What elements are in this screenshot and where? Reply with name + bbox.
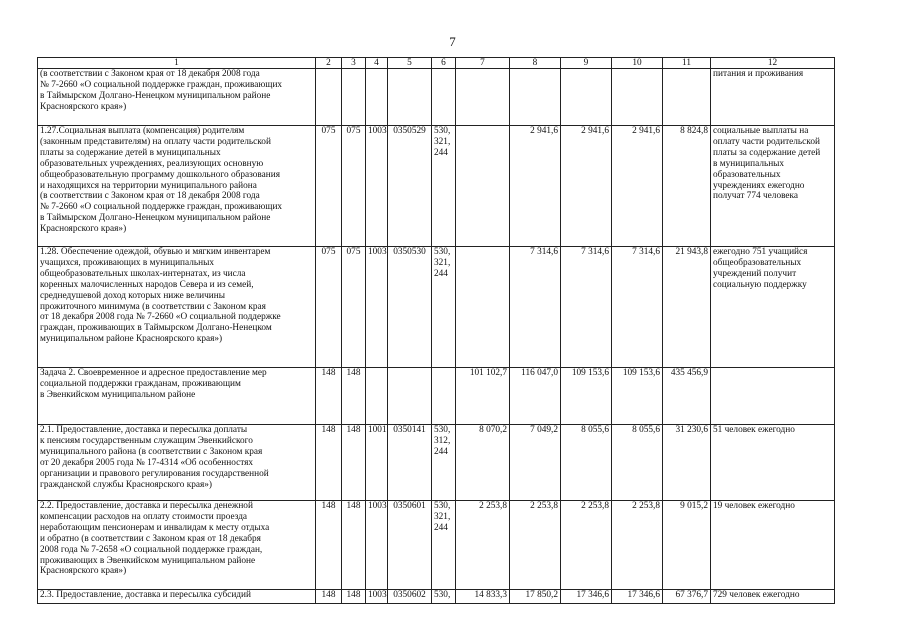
cell-col-2: 148 <box>316 425 342 501</box>
table-row <box>38 69 835 126</box>
cell-col-12 <box>711 368 835 425</box>
cell-col-11: 67 376,7 <box>663 590 711 604</box>
cell-col-7 <box>456 247 510 368</box>
cell-col-4: 1003 <box>366 590 388 604</box>
cell-col-6 <box>432 501 456 590</box>
cell-text-line: 312, <box>434 435 451 446</box>
cell-col-10: 7 314,6 <box>612 247 663 368</box>
cell-col-7: 2 253,8 <box>456 501 510 590</box>
cell-col-1 <box>38 368 316 425</box>
cell-text-line: 530, <box>434 247 451 257</box>
cell-col-12 <box>711 247 835 368</box>
table-row <box>38 590 835 604</box>
cell-col-6 <box>432 247 456 368</box>
cell-text-line: 1.27.Социальная выплата (компенсация) родителям <box>40 126 245 136</box>
cell-col-6 <box>432 69 456 126</box>
cell-text-line: граждан, проживающих в Таймырском Долгано-Ненецком <box>40 323 272 334</box>
cell-col-3: 148 <box>342 501 366 590</box>
cell-text-line: оплату части родительской <box>713 136 820 147</box>
cell-text-line: 2.1. Предоставление, доставка и пересылка доплаты <box>40 425 248 435</box>
cell-text-line: № 7-2660 «О социальной поддержке граждан, проживающих <box>40 79 283 90</box>
cell-text-line: и находящихся на территории муниципального района <box>40 180 257 191</box>
cell-col-8: 116 047,0 <box>510 368 561 425</box>
cell-col-5: 0350141 <box>388 425 432 501</box>
cell-text-line: Задача 2. Своевременное и адресное предоставление мер <box>40 368 267 378</box>
cell-text-line: 2.3. Предоставление, доставка и пересылка субсидий <box>40 590 251 600</box>
cell-col-4: 1003 <box>366 126 388 247</box>
column-header-5: 5 <box>388 58 432 69</box>
cell-text-line: Красноярского края») <box>40 101 127 112</box>
cell-col-1 <box>38 425 316 501</box>
cell-text-line: компенсации расходов на оплату стоимости проезда <box>40 511 248 522</box>
cell-text-line: к пенсиям государственным служащим Эвенкийского <box>40 435 253 446</box>
cell-col-9: 7 314,6 <box>561 247 612 368</box>
cell-col-9: 2 941,6 <box>561 126 612 247</box>
cell-col-4: 1003 <box>366 247 388 368</box>
cell-col-5 <box>388 69 432 126</box>
column-header-4: 4 <box>366 58 388 69</box>
cell-col-5: 0350602 <box>388 590 432 604</box>
cell-text-line: 729 человек ежегодно <box>713 590 800 600</box>
cell-text-line: Красноярского края») <box>40 224 127 235</box>
cell-col-11: 8 824,8 <box>663 126 711 247</box>
cell-col-2: 148 <box>316 590 342 604</box>
table-row <box>38 247 835 368</box>
cell-text-line: 19 человек ежегодно <box>713 501 795 511</box>
table-row <box>38 368 835 425</box>
cell-text-line: общеобразовательных <box>713 257 802 268</box>
cell-col-12 <box>711 501 835 590</box>
column-header-7: 7 <box>456 58 510 69</box>
column-header-9: 9 <box>561 58 612 69</box>
cell-text-line: образовательных <box>713 169 781 180</box>
cell-col-7: 8 070,2 <box>456 425 510 501</box>
cell-text-line: (в соответствии с Законом края от 18 декабря 2008 года <box>40 69 260 79</box>
cell-text-line: общеобразовательную программу дошкольного образования <box>40 169 281 180</box>
cell-text-line: социальные выплаты на <box>713 126 809 136</box>
cell-col-2 <box>316 69 342 126</box>
cell-col-7: 101 102,7 <box>456 368 510 425</box>
cell-col-6 <box>432 590 456 604</box>
cell-col-4 <box>366 368 388 425</box>
cell-col-5: 0350530 <box>388 247 432 368</box>
cell-col-11 <box>663 69 711 126</box>
cell-text-line: 530, <box>434 501 451 511</box>
cell-col-10: 2 941,6 <box>612 126 663 247</box>
cell-col-3 <box>342 69 366 126</box>
cell-col-6 <box>432 425 456 501</box>
cell-text-line: платы за содержание детей в муниципальных <box>40 147 221 158</box>
cell-col-4: 1003 <box>366 501 388 590</box>
column-header-1: 1 <box>38 58 316 69</box>
table-row <box>38 126 835 247</box>
cell-col-6 <box>432 126 456 247</box>
program-measures-table <box>37 57 835 604</box>
cell-col-4 <box>366 69 388 126</box>
cell-text-line: муниципальном районе Красноярского края») <box>40 334 223 345</box>
cell-col-7: 14 833,3 <box>456 590 510 604</box>
cell-col-3: 075 <box>342 126 366 247</box>
cell-text-line: 244 <box>434 522 448 533</box>
cell-text-line: учреждениях ежегодно <box>713 180 805 191</box>
cell-text-line: коренных малочисленных народов Севера и из семей, <box>40 279 254 290</box>
cell-text-line: гражданской службы Красноярского края») <box>40 479 213 490</box>
cell-col-2: 148 <box>316 368 342 425</box>
cell-text-line: 530, <box>434 126 451 136</box>
cell-col-1 <box>38 126 316 247</box>
cell-col-2: 075 <box>316 247 342 368</box>
cell-text-line: социальную поддержку <box>713 279 807 290</box>
cell-col-9: 2 253,8 <box>561 501 612 590</box>
cell-text-line: 51 человек ежегодно <box>713 425 795 435</box>
cell-text-line: организации и правового регулирования государственной <box>40 468 269 479</box>
cell-text-line: учреждений получит <box>713 268 797 279</box>
cell-text-line: 321, <box>434 511 451 522</box>
cell-text-line: получат 774 человека <box>713 191 799 202</box>
cell-text-line: 244 <box>434 147 448 158</box>
cell-text-line: 1.28. Обеспечение одеждой, обувью и мягким инвентарем <box>40 247 271 257</box>
cell-col-2: 148 <box>316 501 342 590</box>
cell-text-line: 2.2. Предоставление, доставка и пересылка денежной <box>40 501 253 511</box>
cell-col-10 <box>612 69 663 126</box>
table-header-row <box>38 58 835 69</box>
column-header-3: 3 <box>342 58 366 69</box>
cell-text-line: социальной поддержки гражданам, проживающим <box>40 378 241 389</box>
cell-text-line: учащихся, проживающих в муниципальных <box>40 257 214 268</box>
cell-text-line: 530, <box>434 590 451 600</box>
cell-text-line: неработающим пенсионерам и инвалидам к месту отдыха <box>40 522 270 533</box>
cell-text-line: (в соответствии с Законом края от 18 декабря 2008 года <box>40 191 260 202</box>
column-header-10: 10 <box>612 58 663 69</box>
cell-text-line: платы за содержание детей <box>713 147 821 158</box>
cell-text-line: питания и проживания <box>713 69 804 79</box>
cell-text-line: муниципального района (в соответствии с Законом края <box>40 446 263 457</box>
cell-text-line: Красноярского края») <box>40 566 127 577</box>
column-header-8: 8 <box>510 58 561 69</box>
cell-col-2: 075 <box>316 126 342 247</box>
cell-text-line: в Таймырском Долгано-Ненецком муниципальном районе <box>40 213 271 224</box>
cell-text-line: 244 <box>434 446 448 457</box>
cell-col-5: 0350529 <box>388 126 432 247</box>
cell-text-line: среднедушевой доход которых ниже величины <box>40 290 225 301</box>
column-header-11: 11 <box>663 58 711 69</box>
cell-col-8: 2 941,6 <box>510 126 561 247</box>
cell-text-line: образовательных учреждениях, реализующих основную <box>40 158 264 169</box>
cell-col-1 <box>38 247 316 368</box>
cell-text-line: 321, <box>434 257 451 268</box>
cell-text-line: (законным представителям) на оплату части родительской <box>40 136 271 147</box>
cell-col-10: 17 346,6 <box>612 590 663 604</box>
column-header-12: 12 <box>711 58 835 69</box>
cell-col-9 <box>561 69 612 126</box>
cell-text-line: в Таймырском Долгано-Ненецком муниципальном районе <box>40 90 271 101</box>
cell-col-4: 1001 <box>366 425 388 501</box>
cell-col-9: 17 346,6 <box>561 590 612 604</box>
cell-text-line: в муниципальных <box>713 158 785 169</box>
cell-col-11: 9 015,2 <box>663 501 711 590</box>
page-number: 7 <box>449 34 456 49</box>
cell-col-1 <box>38 501 316 590</box>
cell-col-12 <box>711 69 835 126</box>
cell-col-3: 148 <box>342 425 366 501</box>
cell-col-11: 21 943,8 <box>663 247 711 368</box>
cell-col-8 <box>510 69 561 126</box>
cell-text-line: ежегодно 751 учащийся <box>713 247 808 257</box>
cell-col-10: 109 153,6 <box>612 368 663 425</box>
cell-col-3: 148 <box>342 590 366 604</box>
cell-col-11: 435 456,9 <box>663 368 711 425</box>
cell-text-line: и обратно (в соответствии с Законом края от 18 декабря <box>40 533 261 544</box>
cell-col-3: 148 <box>342 368 366 425</box>
cell-col-11: 31 230,6 <box>663 425 711 501</box>
cell-col-8: 17 850,2 <box>510 590 561 604</box>
cell-text-line: проживающих в Эвенкийском муниципальном районе <box>40 555 256 566</box>
cell-col-1 <box>38 69 316 126</box>
cell-col-9: 109 153,6 <box>561 368 612 425</box>
cell-col-8: 2 253,8 <box>510 501 561 590</box>
cell-text-line: общеобразовательных школах-интернатах, из числа <box>40 268 246 279</box>
cell-col-12 <box>711 126 835 247</box>
cell-text-line: от 20 декабря 2005 года № 17-4314 «Об особенностях <box>40 457 254 468</box>
cell-col-6 <box>432 368 456 425</box>
cell-col-10: 8 055,6 <box>612 425 663 501</box>
cell-col-5 <box>388 368 432 425</box>
cell-text-line: 530, <box>434 425 451 435</box>
column-header-2: 2 <box>316 58 342 69</box>
cell-col-8: 7 314,6 <box>510 247 561 368</box>
cell-col-3: 075 <box>342 247 366 368</box>
cell-col-7 <box>456 126 510 247</box>
cell-text-line: № 7-2660 «О социальной поддержке граждан, проживающих <box>40 202 283 213</box>
cell-text-line: в Эвенкийском муниципальном районе <box>40 389 196 400</box>
cell-col-5: 0350601 <box>388 501 432 590</box>
cell-col-12 <box>711 590 835 604</box>
cell-col-7 <box>456 69 510 126</box>
cell-text-line: от 18 декабря 2008 года № 7-2660 «О социальной поддержке <box>40 312 281 323</box>
cell-col-9: 8 055,6 <box>561 425 612 501</box>
cell-text-line: 321, <box>434 136 451 147</box>
cell-col-12 <box>711 425 835 501</box>
table-row <box>38 425 835 501</box>
column-header-6: 6 <box>432 58 456 69</box>
cell-text-line: 244 <box>434 268 448 279</box>
cell-text-line: 2008 года № 7-2658 «О социальной поддержке граждан, <box>40 544 263 555</box>
cell-col-8: 7 049,2 <box>510 425 561 501</box>
cell-text-line: прожиточного минимума (в соответствии с Законом края <box>40 301 266 312</box>
table-row <box>38 501 835 590</box>
cell-col-10: 2 253,8 <box>612 501 663 590</box>
cell-col-1 <box>38 590 316 604</box>
